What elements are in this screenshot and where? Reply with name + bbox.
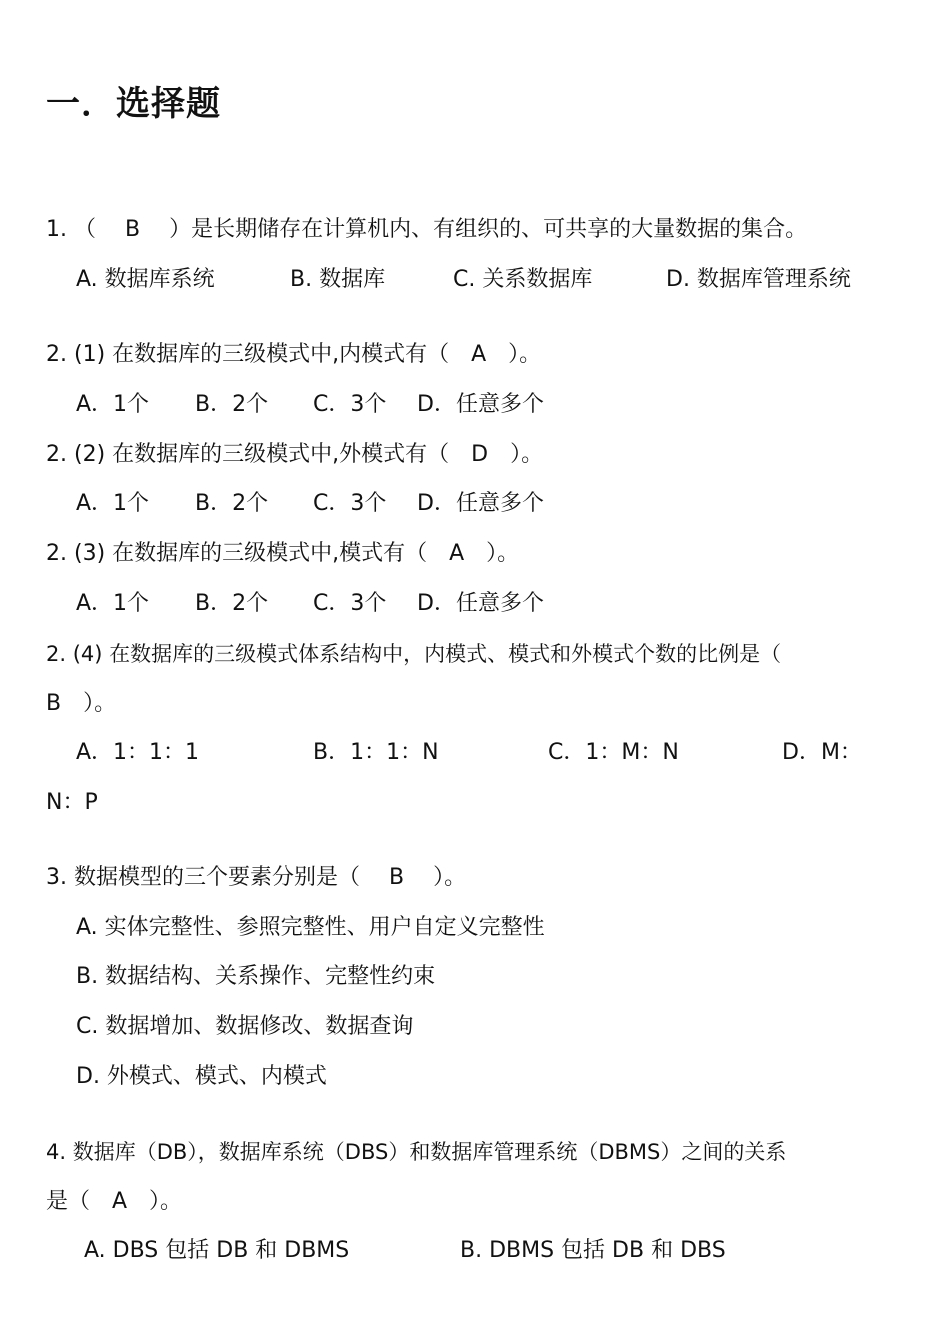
question-2-3-option-d: D．任意多个 xyxy=(417,591,544,616)
question-2-2-option-a: A．1个 xyxy=(76,491,150,516)
question-3-option-c: C. 数据增加、数据修改、数据查询 xyxy=(76,1014,414,1039)
question-1-option-b: B. 数据库 xyxy=(290,267,386,292)
question-2-4-stem-line1: 2. (4) 在数据库的三级模式体系结构中，内模式、模式和外模式个数的比例是（ xyxy=(46,642,782,666)
question-2-4-option-a: A．1：1：1 xyxy=(76,740,200,765)
question-2-3-stem: 2. (3) 在数据库的三级模式中,模式有（ A ）。 xyxy=(46,541,520,566)
question-2-3-option-c: C．3个 xyxy=(313,591,387,616)
question-2-3-option-b: B．2个 xyxy=(195,591,269,616)
question-3-option-b: B. 数据结构、关系操作、完整性约束 xyxy=(76,964,436,989)
question-1-option-d: D. 数据库管理系统 xyxy=(666,267,851,292)
question-2-1-option-a: A．1个 xyxy=(76,392,150,417)
question-4-stem-line1: 4. 数据库（DB），数据库系统（DBS）和数据库管理系统（DBMS）之间的关系 xyxy=(46,1140,787,1164)
question-2-1-option-d: D．任意多个 xyxy=(417,392,544,417)
question-1-stem: 1. （ B ）是长期储存在计算机内、有组织的、可共享的大量数据的集合。 xyxy=(46,217,808,242)
question-2-4-stem-line2: B ）。 xyxy=(46,691,117,716)
question-2-1-option-b: B．2个 xyxy=(195,392,269,417)
question-1-option-c: C. 关系数据库 xyxy=(453,267,593,292)
question-3-option-d: D. 外模式、模式、内模式 xyxy=(76,1064,327,1089)
question-2-2-option-d: D．任意多个 xyxy=(417,491,544,516)
question-2-1-stem: 2. (1) 在数据库的三级模式中,内模式有（ A ）。 xyxy=(46,342,542,367)
question-2-2-option-b: B．2个 xyxy=(195,491,269,516)
question-2-2-stem: 2. (2) 在数据库的三级模式中,外模式有（ D ）。 xyxy=(46,442,544,467)
question-2-4-option-d-continued: N：P xyxy=(46,790,98,815)
question-2-2-option-c: C．3个 xyxy=(313,491,387,516)
question-3-stem: 3. 数据模型的三个要素分别是（ B ）。 xyxy=(46,865,467,890)
question-4-stem-line2: 是（ A ）。 xyxy=(46,1189,183,1214)
question-3-option-a: A. 实体完整性、参照完整性、用户自定义完整性 xyxy=(76,915,545,940)
section-title: 一．选择题 xyxy=(46,84,221,124)
question-2-1-option-c: C．3个 xyxy=(313,392,387,417)
question-4-option-b: B. DBMS 包括 DB 和 DBS xyxy=(460,1238,726,1263)
question-2-4-option-c: C．1：M：N xyxy=(548,740,679,765)
question-2-4-option-b: B．1：1：N xyxy=(313,740,439,765)
question-2-4-option-d: D．M： xyxy=(782,740,862,765)
question-1-option-a: A. 数据库系统 xyxy=(76,267,215,292)
question-4-option-a: A. DBS 包括 DB 和 DBMS xyxy=(84,1238,350,1263)
question-2-3-option-a: A．1个 xyxy=(76,591,150,616)
